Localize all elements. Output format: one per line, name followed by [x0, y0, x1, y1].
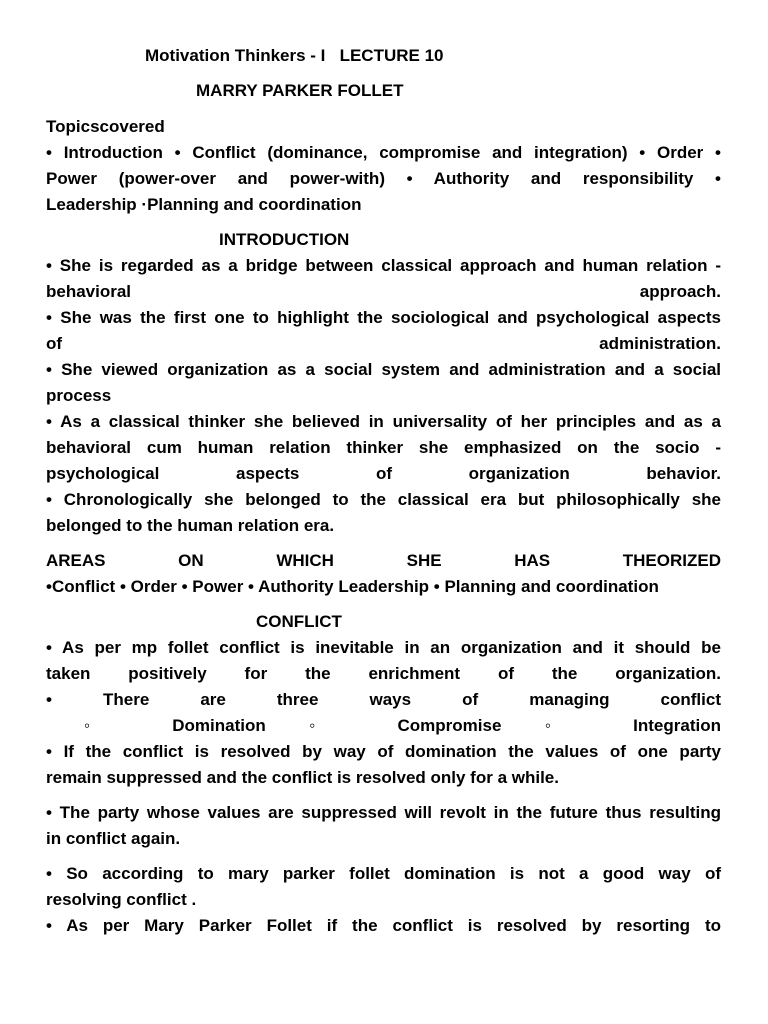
page-subtitle: MARRY PARKER FOLLET — [196, 81, 404, 100]
areas-list: •Conflict • Order • Power • Authority Leadership • Planning and coordination — [46, 577, 659, 596]
section-heading-introduction: INTRODUCTION — [219, 230, 350, 249]
conflict-paragraph-line: in conflict again. — [46, 829, 181, 848]
document-body — [46, 114, 721, 939]
conflict-paragraph-line: • The party whose values are suppressed will revolt in the future thus resulting — [46, 803, 721, 822]
intro-paragraph-line: of administration. — [46, 334, 721, 353]
intro-paragraph-line: • She was the first one to highlight the sociological and psychological aspects — [46, 308, 721, 327]
topics-line: Power (power-over and power-with) • Authority and responsibility • — [46, 169, 721, 188]
topics-line: • Introduction • Conflict (dominance, compromise and integration) • Order • — [46, 143, 721, 162]
areas-heading: AREAS ON WHICH SHE HAS THEORIZED — [46, 551, 721, 570]
conflict-paragraph-line: • If the conflict is resolved by way of domination the values of one party — [46, 742, 721, 761]
intro-paragraph-line: process — [46, 386, 112, 405]
conflict-paragraph-line: taken positively for the enrichment of the organization. — [46, 664, 721, 683]
intro-paragraph-line: • Chronologically she belonged to the classical era but philosophically she — [46, 490, 721, 509]
intro-paragraph-line: psychological aspects of organization behavior. — [46, 464, 721, 483]
intro-paragraph-line: • She is regarded as a bridge between classical approach and human relation - — [46, 256, 721, 275]
intro-paragraph-line: behavioral approach. — [46, 282, 721, 301]
intro-paragraph-line: • She viewed organization as a social system and administration and a social — [46, 360, 721, 379]
conflict-paragraph-line: remain suppressed and the conflict is resolved only for a while. — [46, 768, 559, 787]
conflict-paragraph-line: • There are three ways of managing conflict — [46, 690, 721, 709]
topics-label: Topicscovered — [46, 117, 165, 136]
intro-paragraph-line: • As a classical thinker she believed in universality of her principles and as a — [46, 412, 721, 431]
conflict-paragraph-line: • As per Mary Parker Follet if the conflict is resolved by resorting to — [46, 916, 721, 935]
conflict-paragraph-line: • So according to mary parker follet domination is not a good way of — [46, 864, 721, 883]
conflict-paragraph-line: • As per mp follet conflict is inevitable in an organization and it should be — [46, 638, 721, 657]
section-heading-conflict: CONFLICT — [256, 612, 342, 631]
page-title: Motivation Thinkers - I LECTURE 10 — [145, 46, 444, 65]
intro-paragraph-line: belonged to the human relation era. — [46, 516, 335, 535]
conflict-paragraph-line: resolving conflict . — [46, 890, 197, 909]
topics-line: Leadership ·Planning and coordination — [46, 195, 362, 214]
intro-paragraph-line: behavioral cum human relation thinker she emphasized on the socio - — [46, 438, 721, 457]
conflict-methods-line: ◦ Domination ◦ Compromise ◦ Integration — [84, 716, 721, 735]
